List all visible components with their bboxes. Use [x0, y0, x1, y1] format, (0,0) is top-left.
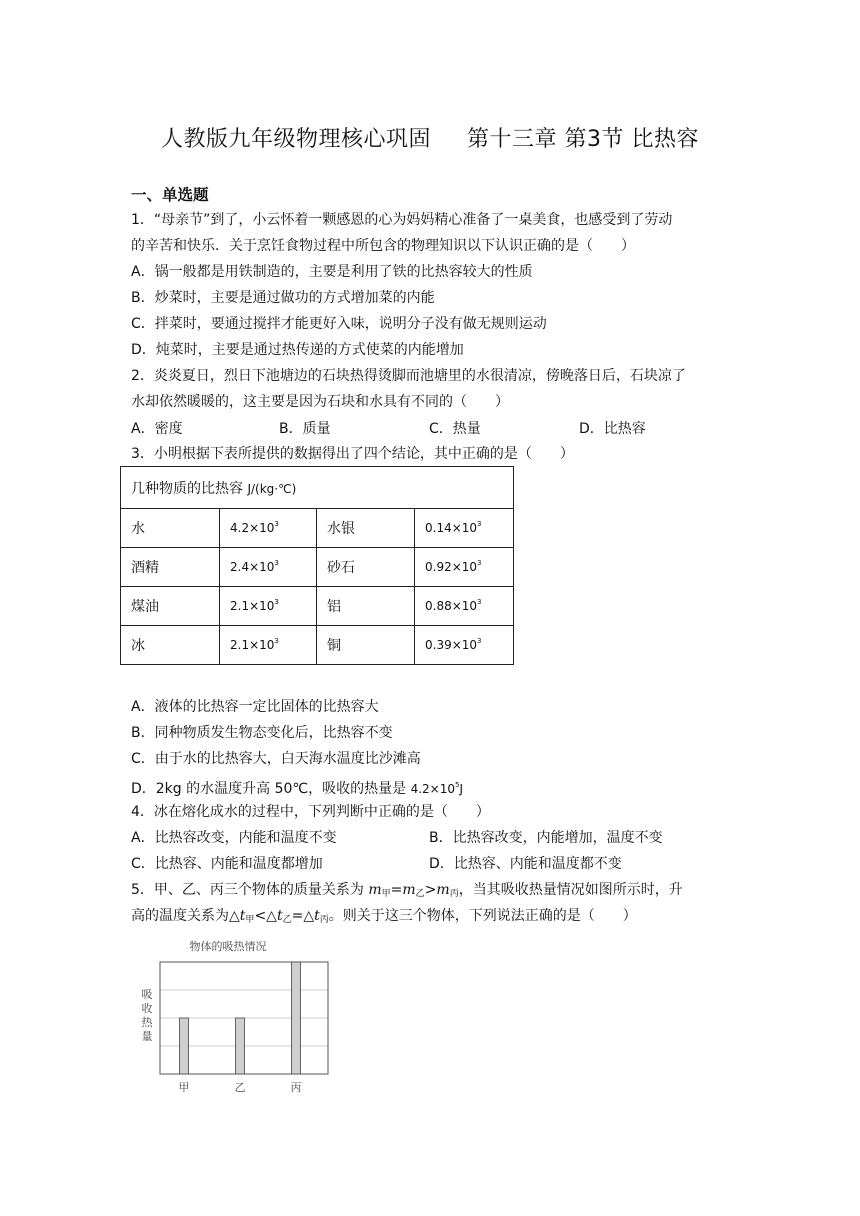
q3-option-c: C．由于水的比热容大，白天海水温度比沙滩高: [131, 751, 421, 767]
table-cell: 冰: [121, 626, 220, 665]
table-cell: $0.92\times 10^3$: [415, 548, 514, 587]
q1-line1: 1．“母亲节”到了，小云怀着一颗感恩的心为妈妈精心准备了一桌美食，也感受到了劳动: [131, 212, 673, 228]
y-axis-label-char: 量: [141, 1030, 153, 1043]
table-cell: 砂石: [317, 548, 415, 587]
y-axis-label-char: 吸: [141, 988, 153, 1001]
q1-option-c: C．拌菜时，要通过搅拌才能更好入味，说明分子没有做无规则运动: [131, 316, 547, 332]
q1-line2: 的辛苦和快乐．关于烹饪食物过程中所包含的物理知识以下认识正确的是（ ）: [131, 238, 635, 254]
q3-stem: 3．小明根据下表所提供的数据得出了四个结论，其中正确的是（ ）: [131, 446, 574, 462]
bar-乙: [236, 1018, 245, 1074]
specific-heat-table: [120, 466, 514, 665]
q2-line1: 2．炎炎夏日，烈日下池塘边的石块热得烫脚而池塘里的水很清凉，傍晚落日后，石块凉了: [131, 368, 686, 384]
q4-option-d: D．比热容、内能和温度都不变: [429, 856, 622, 872]
title-part1: 人教版九年级物理核心巩固: [161, 127, 432, 152]
table-cell: 煤油: [121, 587, 220, 626]
table-header: [121, 467, 514, 509]
q2-option-c: C．热量: [429, 421, 481, 437]
y-axis-label-char: 收: [141, 1002, 153, 1015]
table-row: [121, 509, 514, 548]
q2-option-b: B．质量: [279, 421, 331, 437]
table-row: [121, 548, 514, 587]
table-cell: $0.14\times 10^3$: [415, 509, 514, 548]
x-tick-label: 乙: [234, 1081, 246, 1094]
x-tick-label: 甲: [178, 1081, 190, 1094]
table-cell: $2.1\times 10^3$: [220, 626, 317, 665]
q2-option-a: A．密度: [131, 421, 183, 437]
q1-option-a: A．锅一般都是用铁制造的，主要是利用了铁的比热容较大的性质: [131, 264, 533, 280]
section-heading: 一、单选题: [131, 186, 209, 204]
table-header-text: 几种物质的比热容: [131, 480, 243, 497]
y-axis-label-char: 热: [141, 1016, 153, 1029]
x-tick-label: 丙: [290, 1081, 302, 1094]
table-cell: 水银: [317, 509, 415, 548]
q1-option-d: D．炖菜时，主要是通过热传递的方式使菜的内能增加: [131, 342, 464, 358]
q4-stem: 4．冰在熔化成水的过程中，下列判断中正确的是（ ）: [131, 804, 490, 820]
q4-option-a: A．比热容改变，内能和温度不变: [131, 830, 337, 846]
table-cell: $0.88\times 10^3$: [415, 587, 514, 626]
q3-option-d: D．2kg 的水温度升高 50℃，吸收的热量是 $4.2\times 10^5J$: [131, 781, 464, 797]
q3-option-b: B．同种物质发生物态变化后，比热容不变: [131, 725, 393, 741]
table-row: [121, 587, 514, 626]
page-title: [0, 122, 860, 153]
table-cell: 铝: [317, 587, 415, 626]
table-row: [121, 626, 514, 665]
table-cell: $4.2\times 10^3$: [220, 509, 317, 548]
table-cell: $2.1\times 10^3$: [220, 587, 317, 626]
table-cell: 水: [121, 509, 220, 548]
q5-line2: 高的温度关系为$\triangle t_甲<\triangle t_乙=\triangle t_丙$。则关于这三个物体，下列说法正确的是（ ）: [131, 908, 637, 925]
q1-option-b: B．炒菜时，主要是通过做功的方式增加菜的内能: [131, 290, 435, 306]
q5-line1: 5．甲、乙、丙三个物体的质量关系为 $m_甲=m_乙>m_丙$，当其吸收热量情况如图所示时，升: [131, 882, 683, 899]
q3-option-a: A．液体的比热容一定比固体的比热容大: [131, 699, 379, 715]
q2-option-d: D．比热容: [579, 421, 646, 437]
x-tick-labels: [179, 1081, 302, 1094]
q4-option-c: C．比热容、内能和温度都增加: [131, 856, 323, 872]
heat-absorption-chart: [130, 934, 350, 1099]
bar-甲: [180, 1018, 189, 1074]
chart-title: 物体的吸热情况: [189, 940, 267, 953]
table-header-unit: J/(kg·℃): [247, 481, 297, 496]
q2-line2: 水却依然暖暖的，这主要是因为石块和水具有不同的（ ）: [131, 394, 509, 410]
table-cell: 酒精: [121, 548, 220, 587]
q4-option-b: B．比热容改变，内能增加，温度不变: [429, 830, 663, 846]
bar-丙: [292, 962, 301, 1074]
title-part2: 第十三章 第3节 比热容: [467, 127, 699, 152]
table-cell: $2.4\times 10^3$: [220, 548, 317, 587]
table-cell: $0.39\times 10^3$: [415, 626, 514, 665]
table-cell: 铜: [317, 626, 415, 665]
